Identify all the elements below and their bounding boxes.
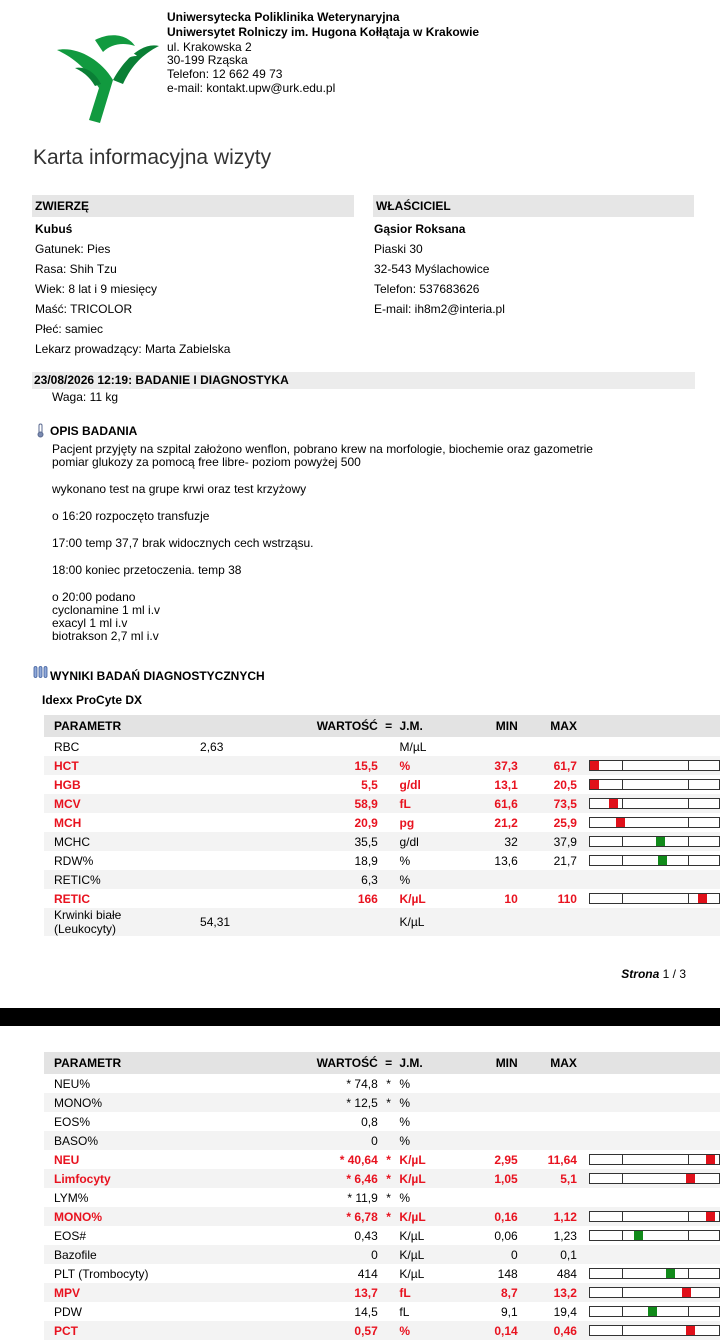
param-flag (378, 1112, 400, 1131)
param-result (201, 1245, 299, 1264)
param-min (459, 908, 518, 936)
param-max (518, 737, 577, 756)
param-flag (378, 737, 400, 756)
range-marker (656, 837, 665, 846)
param-min: 148 (497, 1266, 518, 1281)
param-min: 8,7 (459, 1283, 518, 1302)
param-unit: fL (399, 1304, 410, 1319)
param-name: MONO% (44, 1207, 201, 1226)
param-name: BASO% (44, 1131, 201, 1150)
param-min: 13,6 (494, 853, 518, 868)
table-row (44, 1207, 720, 1226)
range-marker (686, 1174, 695, 1183)
param-max: 73,5 (518, 794, 577, 813)
param-result (201, 1188, 299, 1207)
col-min: MIN (459, 1052, 518, 1074)
range-marker (706, 1212, 715, 1221)
param-max: 13,2 (518, 1283, 577, 1302)
col-min: MIN (459, 715, 518, 737)
param-max: 5,1 (518, 1169, 577, 1188)
param-result (201, 1112, 299, 1131)
description-paragraph: o 20:00 podano cyclonamine 1 ml i.v exacyl 1 ml i.v biotrakson 2,7 ml i.v (52, 590, 161, 643)
range-marker (648, 1307, 657, 1316)
param-flag (378, 908, 400, 936)
param-max: 1,12 (518, 1207, 577, 1226)
param-value (298, 908, 378, 936)
param-result (201, 1302, 299, 1321)
param-min: 37,3 (459, 756, 518, 775)
owner-name: Gąsior Roksana (374, 222, 466, 236)
attending-vet: Lekarz prowadzący: Marta Zabielska (35, 342, 231, 356)
param-value: 15,5 (298, 756, 378, 775)
param-flag (378, 1302, 400, 1321)
range-marker (698, 894, 707, 903)
param-min (459, 1188, 518, 1207)
param-min (459, 1112, 518, 1131)
param-result (200, 775, 298, 794)
table-row (44, 737, 720, 756)
page-label: Strona (621, 967, 660, 981)
param-result (200, 851, 298, 870)
param-unit: K/µL (399, 891, 426, 906)
param-name: Limfocyty (44, 1169, 201, 1188)
owner-email: E-mail: ih8m2@interia.pl (374, 302, 505, 316)
param-unit: K/µL (399, 908, 458, 936)
range-bar (589, 1268, 720, 1279)
table-row (44, 1131, 720, 1150)
owner-phone: Telefon: 537683626 (374, 282, 480, 296)
param-name: PLT (Trombocyty) (54, 1266, 149, 1281)
description-paragraph: wykonano test na grupe krwi oraz test krzyżowy (52, 482, 307, 496)
param-max: 61,7 (518, 756, 577, 775)
col-unit: J.M. (399, 1052, 458, 1074)
param-flag (378, 1226, 400, 1245)
col-unit: J.M. (399, 715, 458, 737)
table-row (44, 813, 720, 832)
param-max: 20,5 (553, 777, 577, 792)
test-tubes-icon (33, 666, 48, 679)
param-max (518, 908, 577, 936)
param-min: 0,14 (459, 1321, 518, 1340)
param-max: 37,9 (518, 832, 577, 851)
param-name: HCT (44, 756, 200, 775)
param-name: LYM% (54, 1190, 89, 1205)
param-value: 13,7 (298, 1283, 378, 1302)
param-max: 25,9 (553, 815, 577, 830)
animal-sex: Płeć: samiec (35, 322, 104, 336)
param-min (459, 1074, 518, 1093)
param-max (518, 1093, 577, 1112)
table-row (44, 1283, 720, 1302)
range-bar (589, 1173, 720, 1184)
results-heading: WYNIKI BADAŃ DIAGNOSTYCZNYCH (50, 669, 265, 683)
param-name: RETIC% (44, 870, 200, 889)
param-value: * 11,9 (347, 1190, 378, 1205)
weight: Waga: 11 kg (52, 390, 119, 404)
param-name: Bazofile (44, 1245, 201, 1264)
param-result (201, 1264, 299, 1283)
param-value: 35,5 (298, 832, 378, 851)
param-flag (378, 870, 400, 889)
range-bar (589, 836, 720, 847)
param-value: 0,8 (361, 1114, 378, 1129)
param-min: 0,16 (459, 1207, 518, 1226)
visit-heading: 23/08/2026 12:19: BADANIE I DIAGNOSTYKA (32, 372, 695, 389)
param-result (201, 1283, 299, 1302)
param-value: * 74,8 (346, 1076, 378, 1091)
param-name: MCV (44, 794, 200, 813)
param-unit: fL (399, 794, 458, 813)
page-number: 1 / 3 (662, 967, 686, 981)
range-marker (616, 818, 625, 827)
param-max (518, 1074, 577, 1093)
param-flag: * (386, 1076, 391, 1091)
table-row (44, 1169, 720, 1188)
param-flag (378, 813, 400, 832)
param-min: 32 (459, 832, 518, 851)
param-min: 9,1 (501, 1304, 518, 1319)
page-indicator (621, 967, 686, 981)
param-unit: % (399, 870, 458, 889)
table-row (44, 1264, 720, 1283)
param-name: RBC (54, 739, 80, 754)
param-value: 166 (357, 891, 378, 906)
description-paragraph: Pacjent przyjęty na szpital założono wenflon, pobrano krew na morfologie, biochemie oraz gazometrie pomiar glukozy za pomocą free libre- poziom powyżej 500 (52, 442, 593, 469)
table-row (44, 1150, 720, 1169)
param-name: NEU (54, 1152, 80, 1167)
clinic-email: e-mail: kontakt.upw@urk.edu.pl (167, 81, 336, 95)
range-marker (634, 1231, 643, 1240)
param-flag (378, 1245, 400, 1264)
param-value: 414 (357, 1266, 378, 1281)
param-name: MPV (44, 1283, 201, 1302)
param-result (200, 832, 298, 851)
results-table-1 (44, 715, 720, 936)
table-row (44, 1112, 720, 1131)
table-row (44, 1226, 720, 1245)
param-name: RETIC (54, 891, 90, 906)
param-result (201, 1074, 299, 1093)
param-flag (378, 832, 400, 851)
param-min: 13,1 (494, 777, 518, 792)
param-value: * 6,46 (298, 1169, 378, 1188)
range-bar (589, 779, 720, 790)
range-marker (658, 856, 667, 865)
animal-name: Kubuś (35, 222, 73, 236)
param-result: 2,63 (200, 739, 224, 754)
param-flag: * (378, 1169, 400, 1188)
col-value: WARTOŚĆ (298, 1052, 378, 1074)
param-flag: * (378, 1093, 400, 1112)
param-unit: K/µL (399, 1169, 458, 1188)
param-name: PDW (54, 1304, 82, 1319)
param-result (201, 1207, 299, 1226)
param-flag: * (386, 1152, 391, 1167)
param-value: 0 (298, 1131, 378, 1150)
animal-age: Wiek: 8 lat i 9 miesięcy (35, 282, 158, 296)
param-value: 18,9 (354, 853, 378, 868)
param-min: 21,2 (494, 815, 518, 830)
col-value: WARTOŚĆ (298, 715, 378, 737)
param-max (518, 1112, 577, 1131)
page-break (0, 1008, 720, 1026)
param-value: 58,9 (298, 794, 378, 813)
param-result (201, 1150, 299, 1169)
param-unit: g/dl (399, 832, 458, 851)
param-max: 484 (556, 1266, 577, 1281)
clinic-phone: Telefon: 12 662 49 73 (167, 67, 283, 81)
param-value: * 6,78 (298, 1207, 378, 1226)
param-value: 0,57 (298, 1321, 378, 1340)
table-row (44, 851, 720, 870)
table-row (44, 756, 720, 775)
description-paragraph: 18:00 koniec przetoczenia. temp 38 (52, 563, 242, 577)
col-param: PARAMETR (44, 1052, 201, 1074)
param-min: 0,06 (494, 1228, 518, 1243)
range-marker (590, 761, 599, 770)
param-unit: % (399, 1093, 458, 1112)
param-value: 5,5 (361, 777, 378, 792)
results-table-2 (44, 1052, 720, 1340)
param-max: 1,23 (553, 1228, 577, 1243)
param-min (459, 1131, 518, 1150)
param-value: 14,5 (354, 1304, 378, 1319)
param-max: 110 (557, 891, 577, 906)
param-result (201, 1093, 299, 1112)
description-paragraph: 17:00 temp 37,7 brak widocznych cech wstrząsu. (52, 536, 314, 550)
range-bar (589, 817, 720, 828)
param-value (298, 737, 378, 756)
param-flag (378, 794, 400, 813)
table-row (44, 832, 720, 851)
param-result: 54,31 (200, 908, 298, 936)
range-bar (589, 798, 720, 809)
param-result (200, 794, 298, 813)
param-flag: * (386, 1190, 391, 1205)
table-row (44, 1074, 720, 1093)
param-unit: % (399, 756, 458, 775)
param-min (459, 1093, 518, 1112)
table-row (44, 794, 720, 813)
param-flag (378, 756, 400, 775)
param-flag: * (378, 1207, 400, 1226)
owner-heading: WŁAŚCICIEL (373, 195, 694, 217)
param-result (200, 813, 298, 832)
range-marker (686, 1326, 695, 1335)
clinic-logo (55, 28, 160, 124)
clinic-street: ul. Krakowska 2 (167, 40, 252, 54)
range-bar (589, 1154, 720, 1165)
param-unit: fL (399, 1283, 458, 1302)
clinic-name: Uniwersytecka Poliklinika Weterynaryjna (167, 10, 400, 24)
param-unit: K/µL (399, 1266, 425, 1281)
param-max: 21,7 (553, 853, 577, 868)
param-name: Krwinki białe (Leukocyty) (44, 908, 200, 936)
animal-color: Maść: TRICOLOR (35, 302, 133, 316)
description-paragraph: o 16:20 rozpoczęto transfuzje (52, 509, 210, 523)
param-unit: M/µL (399, 739, 427, 754)
param-name: MONO% (44, 1093, 201, 1112)
param-min (459, 737, 518, 756)
param-name: RDW% (54, 853, 94, 868)
param-min (459, 870, 518, 889)
param-flag (378, 889, 400, 908)
param-name: MCH (54, 815, 82, 830)
param-unit: g/dl (399, 777, 421, 792)
param-min: 10 (504, 891, 518, 906)
param-min: 61,6 (459, 794, 518, 813)
param-unit: % (399, 1076, 411, 1091)
param-name: MCHC (44, 832, 200, 851)
param-max: 0,46 (518, 1321, 577, 1340)
description-heading: OPIS BADANIA (50, 424, 138, 438)
param-result (200, 889, 298, 908)
param-unit: % (399, 1131, 458, 1150)
range-bar (589, 1306, 720, 1317)
range-marker (666, 1269, 675, 1278)
range-marker (590, 780, 599, 789)
param-max (518, 1131, 577, 1150)
param-name: NEU% (54, 1076, 91, 1091)
param-unit: % (399, 1321, 458, 1340)
param-unit: % (399, 1114, 411, 1129)
description-body (52, 443, 692, 643)
param-value: 0,43 (354, 1228, 378, 1243)
param-result (200, 870, 298, 889)
range-bar (589, 1287, 720, 1298)
table-row (44, 908, 720, 936)
table-row (44, 870, 720, 889)
range-bar (589, 1230, 720, 1241)
col-eq: = (378, 1052, 400, 1074)
param-name: PCT (44, 1321, 201, 1340)
table-row (44, 1321, 720, 1340)
range-marker (609, 799, 618, 808)
param-name: EOS% (54, 1114, 91, 1129)
table-row (44, 1302, 720, 1321)
param-name: EOS# (54, 1228, 87, 1243)
param-flag (378, 1321, 400, 1340)
param-result (201, 1131, 299, 1150)
page-title: Karta informacyjna wizyty (33, 146, 272, 169)
range-bar (589, 1211, 720, 1222)
range-bar (589, 1325, 720, 1336)
param-value: * 40,64 (339, 1152, 378, 1167)
param-flag (378, 851, 400, 870)
thermometer-icon (36, 423, 45, 438)
col-param: PARAMETR (44, 715, 200, 737)
param-value: 6,3 (298, 870, 378, 889)
param-max (518, 870, 577, 889)
param-flag (378, 1264, 400, 1283)
table-row (44, 1245, 720, 1264)
param-flag (378, 1283, 400, 1302)
param-name: HGB (54, 777, 81, 792)
animal-species: Gatunek: Pies (35, 242, 111, 256)
col-max: MAX (518, 1052, 577, 1074)
range-marker (682, 1288, 691, 1297)
param-unit: K/µL (399, 1245, 458, 1264)
param-max: 11,64 (547, 1152, 577, 1167)
owner-address2: 32-543 Myślachowice (374, 262, 490, 276)
param-unit: % (399, 853, 411, 868)
param-result (201, 1226, 299, 1245)
param-min: 1,05 (459, 1169, 518, 1188)
param-unit: % (399, 1190, 411, 1205)
table-row (44, 889, 720, 908)
param-unit: K/µL (399, 1207, 458, 1226)
table-row (44, 1188, 720, 1207)
col-max: MAX (518, 715, 577, 737)
param-max: 19,4 (553, 1304, 577, 1319)
param-max (518, 1188, 577, 1207)
owner-address1: Piaski 30 (374, 242, 423, 256)
param-max: 0,1 (518, 1245, 577, 1264)
range-bar (589, 855, 720, 866)
col-eq: = (378, 715, 400, 737)
param-result (200, 756, 298, 775)
param-unit: K/µL (399, 1228, 425, 1243)
clinic-city: 30-199 Rząska (167, 53, 248, 67)
animal-breed: Rasa: Shih Tzu (35, 262, 117, 276)
param-result (201, 1321, 299, 1340)
range-bar (589, 893, 720, 904)
param-min: 0 (459, 1245, 518, 1264)
table-row (44, 775, 720, 794)
param-value: * 12,5 (298, 1093, 378, 1112)
param-unit: pg (399, 815, 415, 830)
param-result (201, 1169, 299, 1188)
param-value: 20,9 (354, 815, 378, 830)
param-value: 0 (298, 1245, 378, 1264)
param-flag (378, 775, 400, 794)
param-min: 2,95 (494, 1152, 518, 1167)
range-marker (706, 1155, 715, 1164)
device-name: Idexx ProCyte DX (42, 693, 143, 707)
table-row (44, 1093, 720, 1112)
param-unit: K/µL (399, 1152, 426, 1167)
university-name: Uniwersytet Rolniczy im. Hugona Kołłątaja w Krakowie (167, 25, 480, 39)
animal-heading: ZWIERZĘ (32, 195, 354, 217)
range-bar (589, 760, 720, 771)
param-flag (378, 1131, 400, 1150)
